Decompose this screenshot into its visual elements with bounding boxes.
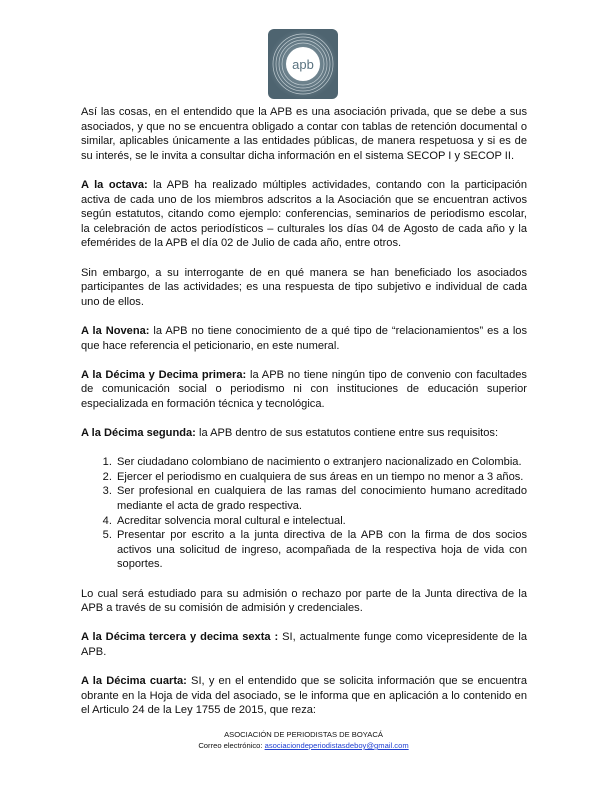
- tercera-label: A la Décima tercera y decima sexta :: [81, 631, 279, 644]
- requirements-list: [81, 455, 527, 572]
- octava-text: la APB ha realizado múltiples actividades, contando con la participación activa de cada uno de los miembros adscritos a la Asociación que se encuentran activos según estatutos, citando como ejemplo: conferencias, seminarios de periodismo escolar, la celebración de actos periodísticos – culturales los días 04 de Agosto de cada año y la efemérides de la APB el día 02 de Julio de cada año, entre otros.: [81, 178, 527, 250]
- paragraph-decima-tercera: [81, 630, 527, 659]
- list-item: 5. Presentar por escrito a la junta directiva de la APB con la firma de dos socios activos una solicitud de ingreso, acompañada de la respectiva hoja de vida con soportes.: [115, 528, 527, 572]
- segunda-label: A la Décima segunda:: [81, 427, 196, 440]
- cuarta-text: SI, y en el entendido que se solicita información que se encuentra obrante en la Hoja de vida del asociado, se le informa que en aplicación a lo contenido en el Articulo 24 de la Ley 1755 de 2015, que reza:: [81, 675, 527, 717]
- segunda-text: la APB dentro de sus estatutos contiene entre sus requisitos:: [195, 427, 499, 440]
- paragraph-decima-cuarta: [81, 674, 527, 718]
- novena-label: A la Novena:: [81, 324, 150, 337]
- novena-text: la APB no tiene conocimiento de a qué tipo de “relacionamientos” es a los que hace referencia el peticionario, en este numeral.: [81, 324, 527, 352]
- tercera-text: SI, actualmente funge como vicepresidente de la APB.: [81, 631, 527, 658]
- paragraph-sin-embargo: Sin embargo, a su interrogante de en qué manera se han beneficiado los asociados participantes de las actividades; es una respuesta de tipo subjetivo e individual de cada uno de ellos.: [81, 266, 527, 308]
- list-item: 1. Ser ciudadano colombiano de nacimiento o extranjero nacionalizado en Colombia.: [115, 455, 527, 470]
- paragraph-estudio: Lo cual será estudiado para su admisión o rechazo por parte de la Junta directiva de la APB a través de su comisión de admisión y credenciales.: [81, 587, 527, 615]
- apb-logo: [268, 29, 338, 99]
- footer-contact: [0, 740, 607, 751]
- list-item: 3. Ser profesional en cualquiera de las ramas del conocimiento humano acreditado mediante el acta de grado respectiva.: [115, 484, 527, 513]
- cuarta-label: A la Décima cuarta:: [81, 675, 187, 688]
- octava-label: A la octava:: [81, 178, 148, 191]
- list-item: 4. Acreditar solvencia moral cultural e intelectual.: [115, 514, 527, 529]
- paragraph-decima: [81, 368, 527, 412]
- svg-text:apb: apb: [292, 57, 314, 72]
- paragraph-octava: [81, 178, 527, 251]
- paragraph-intro: Así las cosas, en el entendido que la APB es una asociación privada, que se debe a sus asociados, y que no se encuentra obligado a contar con tablas de retención documental o similar, aplicables únicamente a las entidades públicas, de manera respetuosa y si es de su interés, se le invita a consultar dicha información en el sistema SECOP I y SECOP II.: [81, 106, 527, 162]
- decima-label: A la Décima y Decima primera:: [81, 368, 247, 381]
- email-link[interactable]: asociaciondeperiodistasdeboy@gmail.com: [264, 741, 409, 750]
- paragraph-decima-segunda: [81, 426, 527, 441]
- paragraph-novena: [81, 324, 527, 353]
- page-footer: [0, 729, 607, 751]
- decima-text: la APB no tiene ningún tipo de convenio con facultades de comunicación social o periodismo ni con instituciones de educación superior especializada en formación técnica y tecnológica.: [81, 368, 527, 410]
- letter-body: [81, 105, 527, 733]
- footer-org: ASOCIACIÓN DE PERIODISTAS DE BOYACÁ: [224, 730, 383, 739]
- email-label: Correo electrónico:: [198, 741, 265, 750]
- list-item: 2. Ejercer el periodismo en cualquiera de sus áreas en un tiempo no menor a 3 años.: [115, 470, 527, 485]
